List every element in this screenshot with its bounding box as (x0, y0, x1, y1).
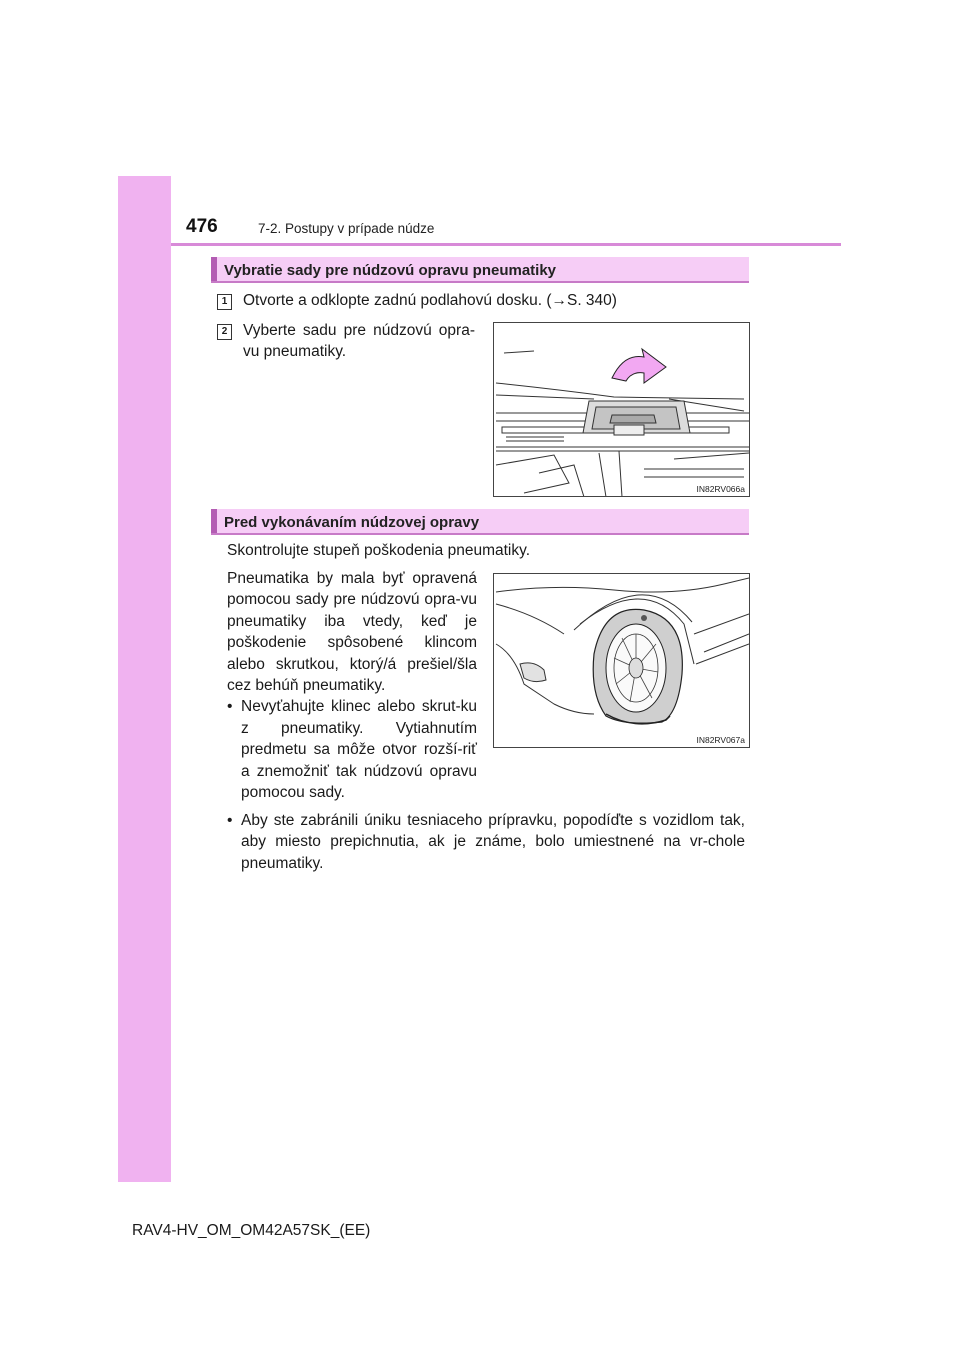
bullet-item-2 (227, 810, 745, 874)
section-heading-label: Pred vykonávaním núdzovej opravy (224, 514, 480, 531)
section-heading-label: Vybratie sady pre núdzovú opravu pneumatiky (224, 262, 557, 279)
figure-code: IN82RV067a (696, 735, 745, 745)
bullet-marker: • (227, 812, 233, 829)
cargo-floor-illustration (494, 323, 750, 497)
intro-text: Skontrolujte stupeň poškodenia pneumatiky. (227, 542, 531, 559)
bullet-item (227, 696, 477, 803)
section-heading-before-repair (211, 509, 749, 535)
bullet-item (227, 810, 745, 874)
nail-icon (641, 615, 647, 621)
section-title: 7-2. Postupy v prípade núdze (258, 221, 435, 236)
paragraph-text: Pneumatika by mala byť opravená pomocou sady pre núdzovú opra-vu pneumatiky iba vtedy, keď je poškodenie spôsobené klincom alebo skrutkou, ktorý/á prešiel/šla cez behúň pneumatiky. (227, 570, 477, 695)
lift-arrow-icon (612, 349, 666, 383)
side-tab (118, 176, 171, 1182)
figure-flat-tire (493, 573, 750, 748)
figure-cargo-floor-kit (493, 322, 750, 497)
figure-code: IN82RV066a (696, 484, 745, 494)
heading-accent (211, 509, 217, 533)
damage-paragraph (227, 568, 477, 803)
step-1-text: Otvorte a odklopte zadnú podlahovú dosku. (→S. 340) (243, 292, 617, 309)
step-number-1: 1 (217, 294, 232, 310)
footer-document-code: RAV4-HV_OM_OM42A57SK_(EE) (132, 1222, 371, 1239)
step-number-2: 2 (217, 324, 232, 340)
section-heading-removal (211, 257, 749, 283)
header-divider (171, 243, 841, 246)
page-number: 476 (186, 216, 218, 237)
step-2-text: Vyberte sadu pre núdzovú opra-vu pneumatiky. (243, 322, 475, 361)
bullet-text: Aby ste zabránili úniku tesniaceho prípravku, popodíďte s vozidlom tak, aby miesto prepichnutia, ak je známe, bolo umiestnené na vr-chole pneumatiky. (241, 812, 745, 872)
heading-accent (211, 257, 217, 281)
bullet-text: Nevyťahujte klinec alebo skrut-ku z pneumatiky. Vytiahnutím predmetu sa môže otvor rozší-riť a znemožniť tak núdzovú opravu pomocou sady. (241, 698, 477, 802)
flat-tire-illustration (494, 574, 750, 748)
bullet-marker: • (227, 698, 233, 716)
